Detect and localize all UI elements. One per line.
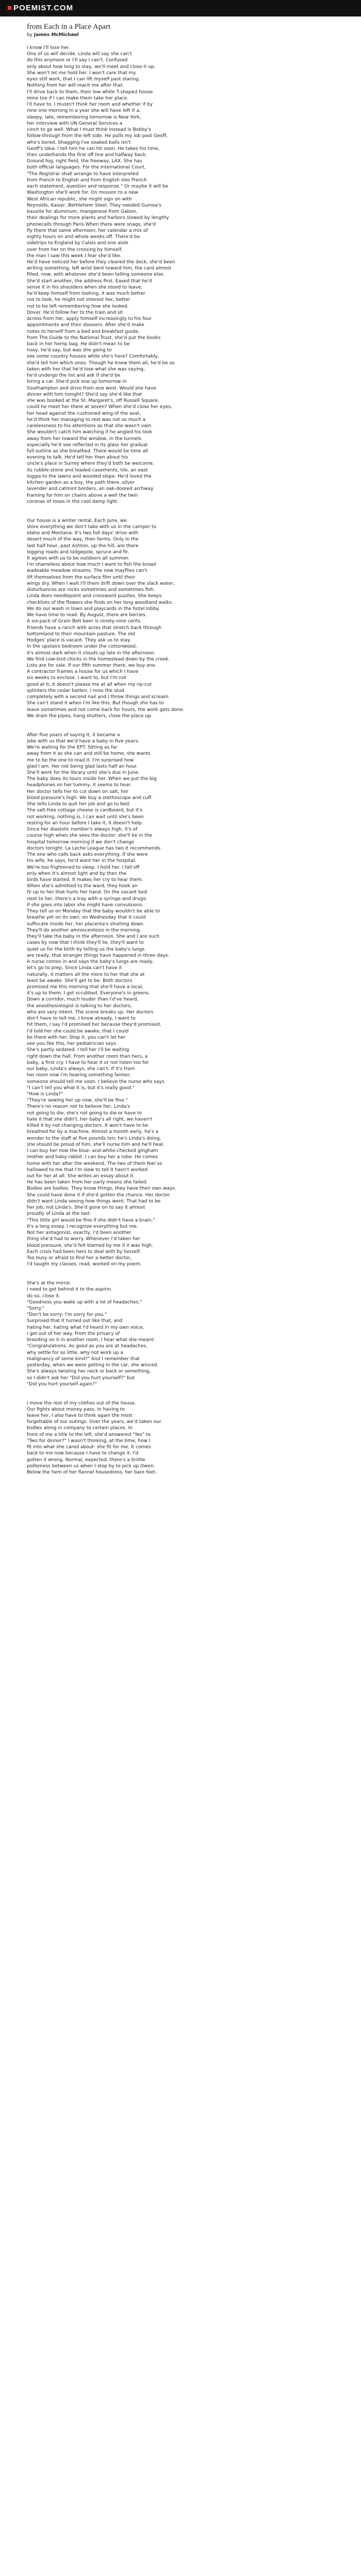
poem-line: A nurse comes in and says the baby's lungs are ready,: [27, 959, 154, 965]
poem-line: In the upstairs bedroom under the cottonwood,: [27, 644, 137, 650]
poem-line: They tell us on Monday that the baby wouldn't be able to: [27, 909, 160, 914]
poem-line: The one who calls back asks everything. If she were: [27, 852, 148, 858]
poem-line: Lists are for sale. If our fifth summer there, we buy one.: [27, 663, 157, 668]
poem-line: out for her at all. She writes an essay about it.: [27, 1174, 135, 1179]
poem-line: filled, now, with whatever she'd been telling someone else.: [27, 272, 165, 278]
poem-line: We're waiting for the EPT. Sitting as far: [27, 745, 118, 751]
poem-line: the man I saw this week I fear she'd like.: [27, 253, 122, 259]
poem-line: We drain the pipes, hang shutters, close the place up.: [27, 713, 153, 719]
poem-line: wonder to the staff at five pounds ten; he's Linda's doing,: [27, 1136, 161, 1141]
stanza: [27, 1400, 336, 1476]
poem-line: course high when she sees the doctor: she'll be in the: [27, 833, 153, 839]
poem-line: She's partly sedated. I tell her I'll be waiting: [27, 1047, 129, 1053]
poem-line: naturally, it matters all the more to her that she at: [27, 972, 145, 977]
poem-line: malignancy of some kind?" And I remember that: [27, 1356, 140, 1362]
poem-line: Surprised that it turned out like that, and: [27, 1318, 123, 1324]
poem-line: see you like this, her pediatrician says.: [27, 1041, 118, 1047]
poem-line: I'll have to. I mustn't think her room and whether if by: [27, 102, 153, 108]
poem-line: full outline as she breathed. There would be time all: [27, 449, 149, 454]
poem-line: sense it in his shoulders when she stood to leave,: [27, 284, 143, 290]
poem-line: me to be the one to read it. I'm surprised how: [27, 757, 134, 763]
poem-line: desert much of the way, then farms. Only in the: [27, 537, 139, 543]
poem-line: six weeks to enclose. I want to, but I'm not: [27, 675, 127, 681]
poem-line: only when it's almost light and by then the: [27, 871, 127, 876]
poem-line: "Don't be sorry; I'm sorry for you.": [27, 1312, 107, 1318]
poem-line: logging roads and lodgepole, spruce and fir.: [27, 549, 129, 555]
stanza-break: [27, 505, 336, 518]
poem-line: our baby, Linda's always, she can't. If it's from: [27, 1066, 135, 1072]
poem-line: West African republic, she might sign on with: [27, 196, 132, 202]
poem-line: someone should tell me soon. I believe the nurse who says: [27, 1079, 165, 1084]
poem-line: good at it, it doesn't please me at all when my rip-cut: [27, 682, 152, 687]
poem-line: writing something, left wrist bent toward him, the card almost: [27, 266, 172, 272]
poem-line: sleepy, late, remembering tomorrow is New York,: [27, 114, 141, 120]
poem-line: Washington she'll work for. On mission to a new: [27, 190, 138, 196]
poem-line: disturbances are rocks sometimes and sometimes fish.: [27, 587, 155, 593]
poem-line: joke with us that we'd have a baby in five years.: [27, 738, 140, 744]
poem-line: see some country houses while she's here? Comfortably,: [27, 354, 159, 360]
poem-line: they'll take the baby in the afternoon. She and I are such: [27, 934, 160, 940]
poem-line: from The Guide to the National Trust, she'd put the books: [27, 335, 161, 341]
poem-line: We find cow-bird chicks in the homestead down by the creek.: [27, 656, 170, 662]
poem-line: he'd undergo the list and ask if she'd be: [27, 373, 121, 379]
poem-line: We do our wash in town and playcards in the hotel lobby.: [27, 606, 160, 612]
poem-line: leave sometimes and not come back for hours, the work gets done.: [27, 707, 185, 713]
poem-line: Below the hem of her flannel housedress, her bare feet.: [27, 1470, 157, 1476]
poem-line: her room now I'm hearing something fainter,: [27, 1073, 132, 1078]
poem-line: I'd told her she could be awake, that I could: [27, 1028, 129, 1034]
poem-body: [27, 45, 336, 1476]
poem-line: from French to English and from English into French: [27, 177, 147, 183]
poem-line: hating her, hating what I'd heard in my own voice,: [27, 1325, 144, 1330]
poem-line: taken with her that he'd lose what she was saying,: [27, 366, 145, 372]
poem-line: hate it that she didn't, her baby's all right, we haven't: [27, 1116, 153, 1122]
poem-line: I need to get behind it to the aspirin.: [27, 1287, 112, 1293]
poem-line: it's almost dark when it clouds up late in the afternoon.: [27, 650, 156, 656]
poem-line: "Congratulations. As good as you are at headaches,: [27, 1344, 147, 1349]
poem-line: back in her hemp bag. He didn't mean to be: [27, 342, 130, 347]
poem-line: phonecalls through Paris.When there were snags, she'd: [27, 222, 156, 227]
poem-line: let's go to prep. Since Linda can't have it: [27, 965, 122, 971]
poem-line: store everything we don't take with us in the camper to: [27, 524, 156, 530]
poem-line: splinters the cedar batten. I miss the stud: [27, 688, 124, 693]
poem-line: hallowed to me that I'm slow to tell it hasn't worked: [27, 1167, 147, 1173]
poem-line: She wouldn't catch him watching if he angled his look: [27, 430, 152, 435]
poem-line: They'll do another amniocentesis in the morning,: [27, 927, 141, 933]
poem-line: its rubble-stone and leaded casements, tile, an east: [27, 467, 148, 473]
poem-line: Our house is a winter rental. Each June, we: [27, 518, 127, 523]
poem-line: leave her, I also have to think again the most: [27, 1413, 133, 1418]
poem-line: It agrees with us to be outdoors all summer.: [27, 556, 129, 562]
poem-line: across from her, apply himself increasingly to his four: [27, 316, 152, 322]
poem-line: Her doctor tells her to cut down on salt, her: [27, 789, 129, 794]
poem-line: not going to die, she's not going to die or have to: [27, 1110, 142, 1116]
poem-line: bodies along in company to certain places. In: [27, 1426, 133, 1431]
poem-line: thing she'd had to worry. Whenever I'd taken her: [27, 1236, 141, 1242]
poem-line: She's always twisting her neck or back or something,: [27, 1369, 151, 1375]
poem-line: A contractor frames a house for us which I have: [27, 669, 139, 675]
poem-line: Down a corridor, much louder than I'd've heard,: [27, 997, 139, 1003]
poem-line: do so, close it.: [27, 1293, 60, 1299]
poem-line: "Goodness you wake up with a lot of headaches.": [27, 1299, 142, 1305]
poem-line: away from it as she can and still be home, she wants: [27, 751, 151, 757]
poem-title: from Each in a Place Apart: [27, 23, 111, 31]
poem-line: dinner with him tonight? She'd say she'd like that: [27, 392, 142, 397]
poem-line: least be awake. She'll get to be. Both doctors: [27, 978, 133, 984]
poem-line: "They're sewing her up now, she'll be fine.": [27, 1098, 128, 1104]
poem-line: After five years of saying it, it became a: [27, 732, 120, 738]
stanza-break: [27, 1268, 336, 1281]
poem-line: not to look, he might not interest her, better: [27, 297, 130, 303]
poem-line: lavender and catmint borders, an oak-doored archway: [27, 486, 154, 492]
stanza-break: [27, 1387, 336, 1400]
poem-line: Our fights about money pass. In having to: [27, 1406, 125, 1412]
poem-line: so I didn't ask her "Did you hurt yourself?" but: [27, 1375, 135, 1381]
poem-line: wings dry. When I wait I'll them drift down over the slack water,: [27, 581, 175, 586]
poem-line: fly there that same afternoon, her calendar a mix of: [27, 228, 148, 233]
poem-line: "I can't tell you what it is, but it's really good.": [27, 1085, 135, 1091]
poem-line: "Two for dinner?" I wasn't thinking, at the time, how I: [27, 1438, 151, 1444]
poem-line: doctors tonight. La Leche League has two it recommends.: [27, 845, 162, 851]
poem-line: mother and baby rabbit. I can buy her a robe. He comes: [27, 1155, 158, 1160]
stanza: [27, 518, 336, 720]
poem-line: she was booked at the St. Margaret's, off Russell Square,: [27, 398, 159, 404]
poem-line: Too busy or afraid to find her a better doctor,: [27, 1256, 132, 1261]
poem-line: A six-pack of Grain Belt beer is ninety-nine cents.: [27, 619, 142, 624]
poem-line: "This little girl would be fine if she didn't have a brain.": [27, 1217, 155, 1223]
poem-line: not to be left remembering how she looked.: [27, 303, 129, 309]
poem-line: who are very intent. The scene breaks up. Her doctors: [27, 1009, 154, 1015]
poem-line: resting for an hour before I take it, it doesn't help.: [27, 820, 143, 826]
poem-line: I'm shameless about how much I want to fish the broad: [27, 562, 156, 568]
poem-line: fit into what she cared about: she fit for me. It comes: [27, 1445, 151, 1450]
poem-line: kitchen garden as a boy, the path there, silver: [27, 480, 135, 486]
poem-line: he'd think her managing to rest was not so much a: [27, 417, 146, 422]
poem-line: mine too if I can make them take her place.: [27, 95, 129, 101]
poem-line: "Sorry.": [27, 1306, 44, 1311]
poem-line: killed it by not changing doctors. It won't have to be: [27, 1123, 149, 1129]
poem-line: only about how long to stay, we'll meet and close it up.: [27, 64, 156, 70]
poem-line: headphones on her tummy, it seems to hear.: [27, 783, 132, 788]
poem-line: she'd tell him which ones. Though he knew them all, he'd be so: [27, 360, 175, 366]
poem-line: She could have done it if she'd gotten the chance. Her doctor: [27, 1192, 170, 1198]
poem-line: her interview with UN General Services a: [27, 121, 123, 126]
poem-line: breathed for by a machine. Almost a month early, he's a: [27, 1129, 159, 1135]
stanza: [27, 1280, 336, 1387]
poem-line: home with her after the weekend. The two of them feel so: [27, 1161, 162, 1166]
poem-line: he'd keep himself from looking, it was much better: [27, 291, 145, 297]
poem-line: Geoff's idea. I tell him he can hit soon. He takes his time,: [27, 146, 160, 151]
poem-line: quiet us for the birth by telling us the baby's lungs: [27, 946, 145, 952]
poem-line: Friends have a ranch with acres that stretch back through: [27, 625, 162, 631]
poem-line: He'd have noticed her before they cleared the dock, she'd been: [27, 259, 175, 265]
poem-line: their dealings for more plants and harbors slowed by lengthy: [27, 215, 169, 221]
poem-line: When she's admitted to the ward, they hook an: [27, 884, 138, 889]
byline-prefix: by: [27, 32, 33, 38]
poem-line: Idaho and Montana. It's two full days' drive with: [27, 531, 139, 536]
poem-line: front of me a title to the left, she'd answered "Yes" to: [27, 1432, 151, 1437]
poem-line: promised me this morning that she'll have a local,: [27, 984, 144, 990]
poem-line: eyes still work, that I can lift myself past staring.: [27, 77, 140, 82]
poem-line: glad I am. Her not being glad lasts half an hour.: [27, 764, 138, 769]
poem-line: She can't stand it when I'm like this. But though she has to: [27, 701, 164, 706]
poem-line: wadeable meadow streams. The new mayflies can't: [27, 568, 147, 574]
poem-line: Ground fog, right field, the freeway, LAX. She has: [27, 159, 142, 164]
poem-line: baby, a first cry. I have to hear it or not listen too for: [27, 1060, 149, 1065]
author-link[interactable]: James McMichael: [34, 32, 79, 38]
logo-text: POEMIST.COM: [13, 4, 74, 12]
poem-line: last half hour, past Ashton, up the hill, are there: [27, 543, 139, 549]
poem-line: then underhands the first off line and halfway back.: [27, 152, 147, 158]
poem-line: eighty hours on and whole weeks off. There'd be: [27, 234, 140, 240]
poem-line: She won't let me hold her. I won't care that my: [27, 70, 136, 76]
poem-line: cinch to go well. What I must think instead is Bobby's: [27, 127, 152, 133]
poem-line: She tells Linda to quit her job and go to bed.: [27, 802, 130, 807]
poem-line: evening to talk. He'd tell her then about his: [27, 455, 128, 461]
poem-line: the anesthesiologist is talking to her doctors,: [27, 1003, 132, 1009]
poem-line: lift themselves from the surface film until their: [27, 574, 136, 580]
poem-line: next to her, there's a tray with a syringe and drugs:: [27, 896, 147, 902]
poem-line: She'll work for the library until she's due in June.: [27, 770, 140, 776]
poem-line: "How is Linda?": [27, 1091, 63, 1097]
poem-line: could he meet her there at seven? When she'd close her eyes,: [27, 404, 172, 410]
poem-line: bottomland to their mountain pasture. The old: [27, 631, 135, 637]
poem-line: away from her toward the window, in the tunnels: [27, 436, 141, 442]
poem-line: I'd taught my classes, read, worked on my poem.: [27, 1262, 142, 1267]
poem-line: framing for him on chains above a well the twin: [27, 493, 138, 498]
poem-line: breathe yet on its own, on Wednesday that it could: [27, 915, 146, 921]
poem-line: Bodies are bodies. They know things, they have their own ways.: [27, 1186, 176, 1192]
poem-container: [27, 23, 336, 1476]
poem-line: hit them, I say I'd promised her because they'd promised,: [27, 1022, 161, 1028]
poem-line: she should be proud of him, she'll nurse him and he'll heal.: [27, 1142, 165, 1147]
poem-line: loggia to the lawns and wooded slope. He'd loved the: [27, 473, 152, 479]
poem-line: I'll drive back to them, their low white T-shaped house: [27, 89, 153, 95]
stanza: [27, 45, 336, 505]
poem-line: gotten it wrong. Normal, expected, there's a brittle: [27, 1457, 145, 1463]
poem-line: hospital tomorrow morning if we don't change: [27, 839, 135, 845]
poem-line: "The Registrar shall arrange to have interpreted: [27, 171, 139, 177]
poem-line: coronas of roses in the cool damp light.: [27, 499, 119, 504]
poem-line: yesterday, when we were getting in the car, she winced.: [27, 1363, 159, 1368]
poem-line: There's no reason not to believe her, Linda's: [27, 1104, 130, 1110]
poem-line: over from her on the crossing by himself,: [27, 247, 123, 252]
poem-line: Each crisis had been hers to deal with by herself.: [27, 1249, 141, 1255]
poem-line: birds have started. It makes her cry to hear them.: [27, 877, 143, 883]
poem-line: who's bored. Shagging I've soaked balls isn't: [27, 140, 131, 145]
poem-line: didn't want Linda seeing how things went. That had to be: [27, 1198, 161, 1204]
poem-line: her job, not Linda's. She'd gone on to say it almost: [27, 1205, 145, 1211]
poem-line: She's at the mirror.: [27, 1281, 72, 1286]
stanza: [27, 732, 336, 1268]
poem-line: Southampton and drive from one west. Would she have: [27, 385, 156, 391]
poem-line: One of us will decide. Linda will say she can't: [27, 52, 132, 57]
poem-line: I get out of her way. From the privacy of: [27, 1331, 120, 1336]
poem-line: especially he'd see reflected in its glass her gradual: [27, 442, 148, 448]
byline: [27, 32, 336, 38]
poem-line: "Did you hurt yourself again?": [27, 1381, 97, 1387]
poem-line: completely with a second nail and I throw things and scream.: [27, 694, 170, 700]
poem-line: hiring a car. She'd pick one up tomorrow in: [27, 379, 127, 385]
poem-line: nosy, he'd say, but was she going to: [27, 348, 112, 353]
poem-line: The salt-free cottage cheese is cardboard, but it's: [27, 808, 143, 814]
poem-line: I know I'll lose her.: [27, 45, 70, 50]
poem-line: both official languages. For the International Court,: [27, 165, 146, 171]
poem-line: her head against the cushioned wing of the seat,: [27, 411, 141, 416]
poem-line: It's a long essay. I recognize everything but me.: [27, 1224, 138, 1229]
poem-line: bauxite for aluminum, manganese from Gabon,: [27, 209, 138, 215]
poem-line: blood pressure, she'd felt blamed by me if it was high.: [27, 1243, 153, 1248]
poem-line: nine one morning in a year she will have left it a,: [27, 108, 141, 114]
poem-line: We're too frightened to sleep. I hold her. I fall off: [27, 865, 140, 870]
site-logo[interactable]: [7, 4, 73, 12]
poem-line: I can buy her now the blue- and-white-checked gingham: [27, 1148, 158, 1154]
poem-line: not working, nothing is, I can wait until she's been: [27, 814, 144, 820]
poem-line: suffocate inside her, her placenta's shutting down.: [27, 921, 145, 927]
poem-line: sidetrips to England by Calais and one aisle: [27, 241, 128, 246]
poem-line: back to me now because I have to change it, I'd: [27, 1451, 139, 1456]
poem-line: be there with her. Stop it, you can't let her: [27, 1035, 126, 1040]
poem-line: notes to herself from a bed and breakfast guide,: [27, 329, 140, 334]
poem-line: it's up to them. I get scrubbed. Everyone's in greens.: [27, 991, 151, 996]
poem-line: why settle for so little, why not work up a: [27, 1350, 123, 1355]
poem-line: his wife, he says, he'd want her in the hospital.: [27, 858, 137, 864]
logo-mark-icon: ■: [7, 4, 13, 12]
poem-line: cases by now that I think they'll lie, they'll want to: [27, 940, 144, 946]
poem-line: Not her antagonist, exactly, I'd been another: [27, 1230, 132, 1236]
poem-line: brooding on it in another room, I hear what she meant:: [27, 1337, 155, 1343]
poem-line: right down the hall. From another room than hers, a: [27, 1054, 148, 1059]
poem-line: are ready, that stranger things have happened in three days.: [27, 953, 170, 958]
poem-line: Nothing from her will reach me after that.: [27, 83, 124, 89]
poem-line: follow-through from the left side. He pulls my lob past Geoff,: [27, 133, 168, 139]
poem-line: politeness between us when I stop by to pick up Owen.: [27, 1463, 155, 1469]
poem-line: carelessness to his attentions as that she wasn't vain.: [27, 423, 153, 429]
poem-line: if she goes into labor she might have convulsions.: [27, 902, 143, 908]
poem-line: She'd start another, the address first. Eased that he'd: [27, 278, 152, 284]
poem-line: proudly of Linda at the last:: [27, 1211, 91, 1217]
stanza-break: [27, 719, 336, 732]
poem-line: do this anymore or I'll say I can't. Confused: [27, 58, 128, 63]
poem-line: checklists of the flowers she finds on her long woodland walks.: [27, 600, 173, 605]
poem-line: appointments and their dossiers. After she'd make: [27, 323, 144, 328]
poem-line: Reynolds, Kaiser, Bethlehem Steel. They needed Guinea's: [27, 202, 161, 208]
site-header: [0, 0, 361, 16]
poem-line: Dover. He'd follow her to the train and sit: [27, 310, 123, 315]
poem-line: I move the rest of my clothes out of the house.: [27, 1400, 136, 1406]
poem-line: blood pressure's high. We buy a stethoscope and cuff.: [27, 795, 153, 801]
poem-line: don't have to tell me, I know already, I want to: [27, 1016, 136, 1022]
poem-line: We have time to read. By August, there are berries.: [27, 613, 147, 618]
poem-line: The baby does its tours inside her. When we put the big: [27, 776, 157, 782]
poem-line: IV up to her that hurts her hand. On the vacant bed: [27, 890, 147, 895]
poem-line: uncle's place in Surrey where they'd both be welcome,: [27, 461, 154, 467]
poem-line: Linda does needlepoint and crossword puzzles. She keeps: [27, 594, 162, 599]
poem-line: each statement, question and response." Or maybe it will be: [27, 184, 169, 190]
poem-line: He has been taken from her early means she failed.: [27, 1180, 148, 1185]
poem-line: Since her diastolic number's always high, it's of: [27, 827, 138, 833]
poem-line: Hodges' place is vacant. They ask us to stay.: [27, 638, 131, 643]
poem-line: forgettable of our outings. Over the years, we'd taken our: [27, 1419, 161, 1425]
